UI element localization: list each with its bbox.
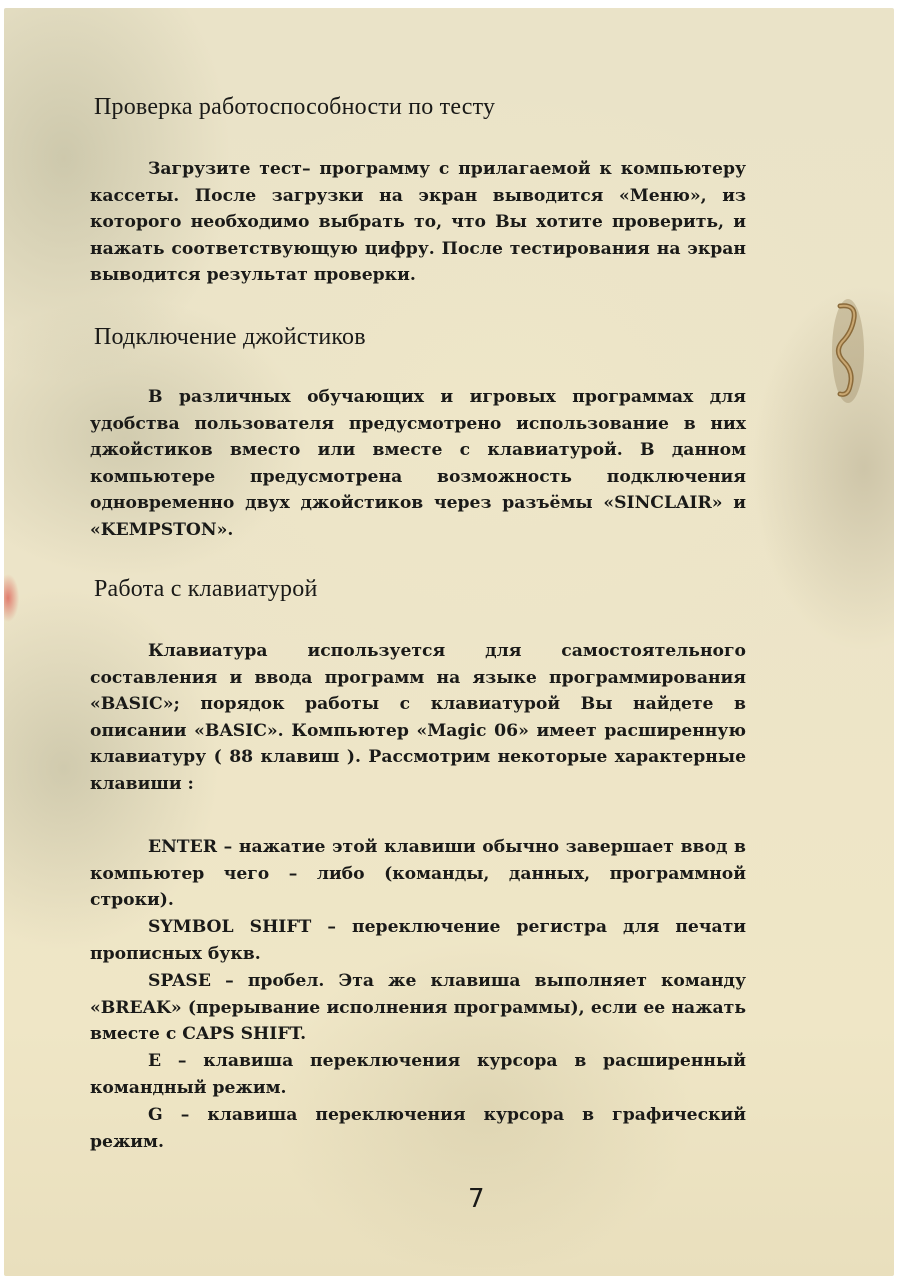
section-heading-joysticks: Подключение джойстиков (94, 324, 366, 350)
paragraph-keyboard-intro: Клавиатура используется для самостоятельного составления и ввода программ на языке программирования «BASIC»; порядок работы с клавиатурой Вы найдете в описании «BASIC». Компьютер «Magic 06» имеет расширенную клавиатуру ( 88 клавиш ). Рассмотрим некоторые характерные клавиши : (90, 641, 746, 794)
key-description-e: E – клавиша переключения курсора в расширенный командный режим. (90, 1051, 746, 1098)
stain-mark (4, 568, 26, 628)
page-number: 7 (468, 1184, 485, 1214)
paragraph-test: Загрузите тест– программу с прилагаемой к компьютеру кассеты. После загрузки на экран выводится «Меню», из которого необходимо выбрать то, что Вы хотите проверить, и нажать соответствующую цифру. После тестирования на экран выводится результат проверки. (90, 159, 746, 285)
staple-icon (830, 296, 866, 406)
document-page (4, 8, 894, 1276)
key-description-g: G – клавиша переключения курсора в графический режим. (90, 1105, 746, 1152)
section-heading-test: Проверка работоспособности по тесту (94, 94, 496, 120)
key-description-enter: ENTER – нажатие этой клавиши обычно завершает ввод в компьютер чего – либо (команды, данных, программной строки). (90, 837, 746, 910)
section-heading-keyboard: Работа с клавиатурой (94, 576, 318, 602)
key-description-spase: SPASE – пробел. Эта же клавиша выполняет команду «BREAK» (прерывание исполнения программы), если ее нажать вместе с CAPS SHIFT. (90, 971, 746, 1044)
key-description-symbol-shift: SYMBOL SHIFT – переключение регистра для печати прописных букв. (90, 917, 746, 964)
paragraph-joysticks: В различных обучающих и игровых программах для удобства пользователя предусмотрено использование в них джойстиков вместо или вместе с клавиатурой. В данном компьютере предусмотрена возможность подключения одновременно двух джойстиков через разъёмы «SINCLAIR» и «KEMPSTON». (90, 387, 746, 540)
